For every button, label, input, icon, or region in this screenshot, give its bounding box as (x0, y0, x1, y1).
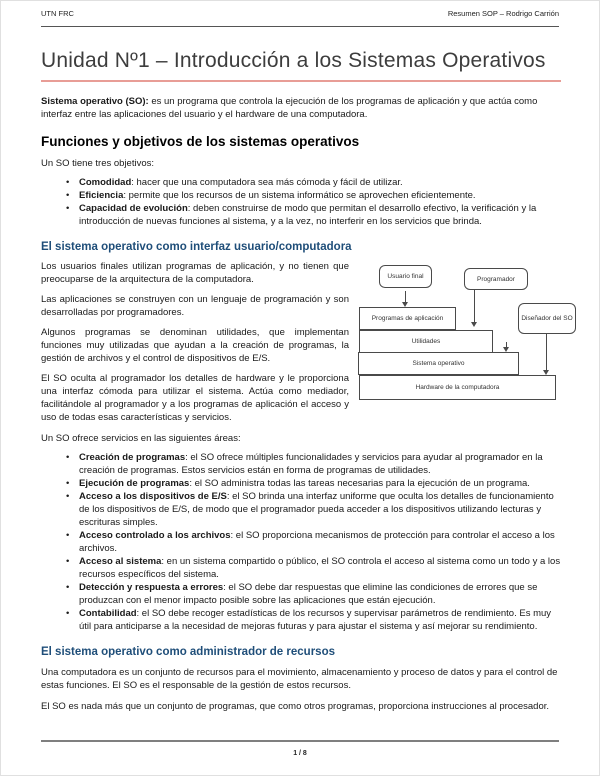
list-item (79, 490, 561, 529)
os-layers-diagram (341, 258, 579, 408)
list-term: Ejecución de programas (79, 478, 190, 489)
page-number: 1 / 8 (293, 750, 307, 757)
list-term: Acceso al sistema (79, 556, 162, 567)
list-text: : el SO brinda una interfaz uniforme que oculta los detalles de funcionamiento de los dispositivos de E/S, de modo que el programador pueda acceder a los dispositivos utilizando lecturas y escrituras simples. (79, 491, 554, 528)
list-text: : el SO ofrece múltiples funcionalidades y servicios para ayudar al programador en la creación de programas. Estos servicios están en forma de programas de utilidades. (79, 452, 543, 476)
list-item (79, 477, 561, 490)
header-left: UTN FRC (41, 9, 74, 18)
list-text: : deben construirse de modo que permitan el desarrollo efectivo, la verificación y la introducción de nuevas funciones al sistema, y a la vez, no interferir en los servicios que brinda. (79, 203, 537, 227)
diagram-box-os-designer: Diseñador del SO (518, 303, 576, 334)
list-term: Eficiencia (79, 190, 124, 201)
arrow-designer-to-hardware (546, 334, 547, 371)
list-text: : el SO administra todas las tareas necesarias para la ejecución de un programa. (189, 478, 530, 489)
arrow-programmer-to-utilities (474, 290, 475, 323)
section1-intro: Un SO tiene tres objetivos: (41, 158, 154, 169)
list-text: : hacer que una computadora sea más cómoda y fácil de utilizar. (131, 177, 403, 188)
page-footer (41, 740, 559, 760)
list-item (79, 176, 561, 189)
intro-text: es un programa que controla la ejecución de los programas de aplicación y que actúa como interfaz entre las aplicaciones del usuario y el hardware de una computadora. (41, 96, 538, 120)
list-item (79, 202, 561, 228)
list-text: : el SO debe recoger estadísticas de los recursos y supervisar parámetros de rendimiento. Es muy útil para anticiparse a la necesidad de mejoras futuras y para ajustar el sistema y así mejorar su rendimiento. (79, 608, 552, 632)
services-list (41, 451, 561, 633)
list-text: : el SO debe dar respuestas que elimine las condiciones de errores que se produzcan con el menor impacto posible sobre las aplicaciones que están ejecución. (79, 582, 538, 606)
diagram-layer-operating-system: Sistema operativo (358, 352, 519, 375)
list-term: Detección y respuesta a errores (79, 582, 224, 593)
arrowhead-icon (503, 347, 509, 352)
list-term: Acceso a los dispositivos de E/S (79, 491, 227, 502)
arrowhead-icon (471, 322, 477, 327)
list-term: Capacidad de evolución (79, 203, 188, 214)
paragraph: El SO oculta al programador los detalles de hardware y le proporciona una interfaz cómoda para utilizar el sistema. Actúa como mediador, facilitándole al programador y a los programas de aplicación el acceso y uso de todas esas características y servicios. (41, 373, 349, 423)
list-text: : el SO proporciona mecanismos de protección para controlar el acceso a los archivos. (79, 530, 555, 554)
arrowhead-icon (543, 370, 549, 375)
list-term: Comodidad (79, 177, 132, 188)
section2-columns (41, 260, 573, 424)
list-item (79, 607, 561, 633)
objectives-list (41, 176, 561, 228)
list-term: Creación de programas (79, 452, 186, 463)
list-text: : permite que los recursos de un sistema informático se aprovechen eficientemente. (123, 190, 476, 201)
list-item (79, 555, 561, 581)
intro-lead: Sistema operativo (SO): (41, 96, 149, 107)
diagram-layer-hardware: Hardware de la computadora (359, 375, 556, 400)
list-item (79, 451, 561, 477)
paragraph: Los usuarios finales utilizan programas de aplicación, y no tienen que preocuparse de la arquitectura de la computadora. (41, 261, 349, 285)
diagram-layer-utilities: Utilidades (359, 330, 493, 353)
section1-heading: Funciones y objetivos de los sistemas operativos (41, 134, 360, 149)
list-item (79, 581, 561, 607)
document-body (41, 49, 573, 713)
page-header (41, 9, 559, 18)
document-title: Unidad Nº1 – Introducción a los Sistemas Operativos (41, 49, 561, 82)
diagram-box-end-user: Usuario final (379, 265, 432, 288)
header-rule (41, 26, 559, 27)
header-right: Resumen SOP – Rodrigo Carrión (447, 9, 559, 18)
diagram-layer-application-programs: Programas de aplicación (359, 307, 456, 330)
intro-paragraph (41, 95, 561, 121)
list-item (79, 189, 561, 202)
paragraph: El SO es nada más que un conjunto de programas, que como otros programas, proporciona instrucciones al procesador. (41, 701, 550, 712)
list-item (79, 529, 561, 555)
diagram-box-programmer: Programador (464, 268, 528, 290)
services-intro: Un SO ofrece servicios en las siguientes áreas: (41, 433, 241, 444)
paragraph: Las aplicaciones se construyen con un lenguaje de programación y son desarrolladas por programadores. (41, 294, 349, 318)
list-term: Acceso controlado a los archivos (79, 530, 231, 541)
list-term: Contabilidad (79, 608, 137, 619)
list-text: : en un sistema compartido o público, el SO controla el acceso al sistema como un todo y a los recursos específicos del sistema. (79, 556, 561, 580)
paragraph: Una computadora es un conjunto de recursos para el movimiento, almacenamiento y proceso de datos y para el control de estas funciones. El SO es el responsable de la gestión de estos recursos. (41, 667, 558, 691)
section2-heading: El sistema operativo como interfaz usuario/computadora (41, 241, 352, 253)
section2-text-column (41, 260, 349, 424)
arrowhead-icon (402, 302, 408, 307)
section3-heading: El sistema operativo como administrador de recursos (41, 646, 335, 658)
paragraph: Algunos programas se denominan utilidades, que implementan funciones muy utilizadas que ayudan a la creación de programas, la gestión de archivos y el control de dispositivos de E/S. (41, 327, 349, 364)
